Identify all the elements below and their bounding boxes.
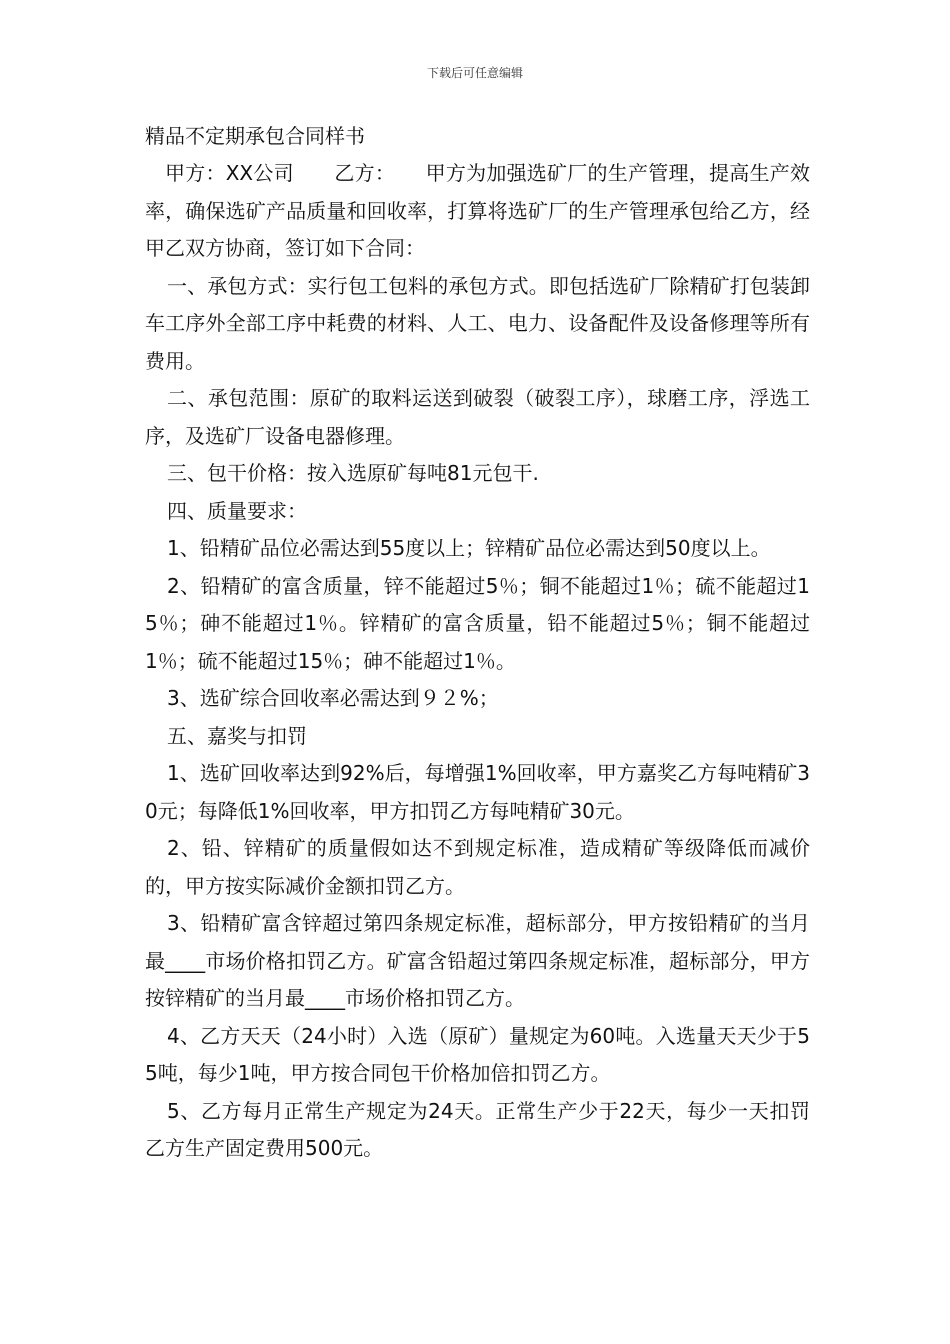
paragraph-rewards-4: 4、乙方天天（24小时）入选（原矿）量规定为60吨。入选量天天少于55吨，每少1吨，甲方按合同包干价格加倍扣罚乙方。 [145, 1023, 810, 1085]
paragraph-quality-2: 2、铅精矿的富含质量，锌不能超过5％；铜不能超过1％；硫不能超过15％；砷不能超过1％。锌精矿的富含质量，铅不能超过5％；铜不能超过1％；硫不能超过15％；砷不能超过1％。 [145, 573, 810, 673]
paragraph-quality-heading: 四、质量要求： [167, 498, 307, 523]
paragraph-parties: 甲方：XX公司 乙方： 甲方为加强选矿厂的生产管理，提高生产效率，确保选矿产品质量和回收率，打算将选矿厂的生产管理承包给乙方，经甲乙双方协商，签订如下合同： [145, 161, 810, 260]
paragraph-price: 三、包干价格：按入选原矿每吨81元包干. [167, 461, 539, 485]
paragraph-quality-3: 3、选矿综合回收率必需达到９２%； [167, 686, 499, 710]
page-header-note: 下载后可任意编辑 [426, 66, 523, 80]
paragraph-rewards-1: 1、选矿回收率达到92%后，每增强1%回收率，甲方嘉奖乙方每吨精矿30元；每降低1%回收率，甲方扣罚乙方每吨精矿30元。 [145, 761, 810, 823]
paragraph-quality-1: 1、铅精矿品位必需达到55度以上；锌精矿品位必需达到50度以上。 [167, 536, 771, 560]
document-body [145, 117, 810, 1168]
document-title: 精品不定期承包合同样书 [145, 124, 365, 148]
paragraph-contract-scope: 二、承包范围：原矿的取料运送到破裂（破裂工序），球磨工序，浮选工序，及选矿厂设备电器修理。 [145, 386, 810, 448]
paragraph-rewards-3: 3、铅精矿富含锌超过第四条规定标准，超标部分，甲方按铅精矿的当月最____市场价格扣罚乙方。矿富含铅超过第四条规定标准，超标部分，甲方按锌精矿的当月最____市场价格扣罚乙方。 [145, 911, 810, 1010]
paragraph-rewards-heading: 五、嘉奖与扣罚 [167, 723, 307, 748]
paragraph-contract-method: 一、承包方式：实行包工包料的承包方式。即包括选矿厂除精矿打包装卸车工序外全部工序中耗费的材料、人工、电力、设备配件及设备修理等所有费用。 [145, 273, 810, 373]
paragraph-rewards-2: 2、铅、锌精矿的质量假如达不到规定标准，造成精矿等级降低而减价的，甲方按实际减价金额扣罚乙方。 [145, 836, 810, 898]
paragraph-rewards-5: 5、乙方每月正常生产规定为24天。正常生产少于22天，每少一天扣罚乙方生产固定费用500元。 [145, 1098, 810, 1160]
